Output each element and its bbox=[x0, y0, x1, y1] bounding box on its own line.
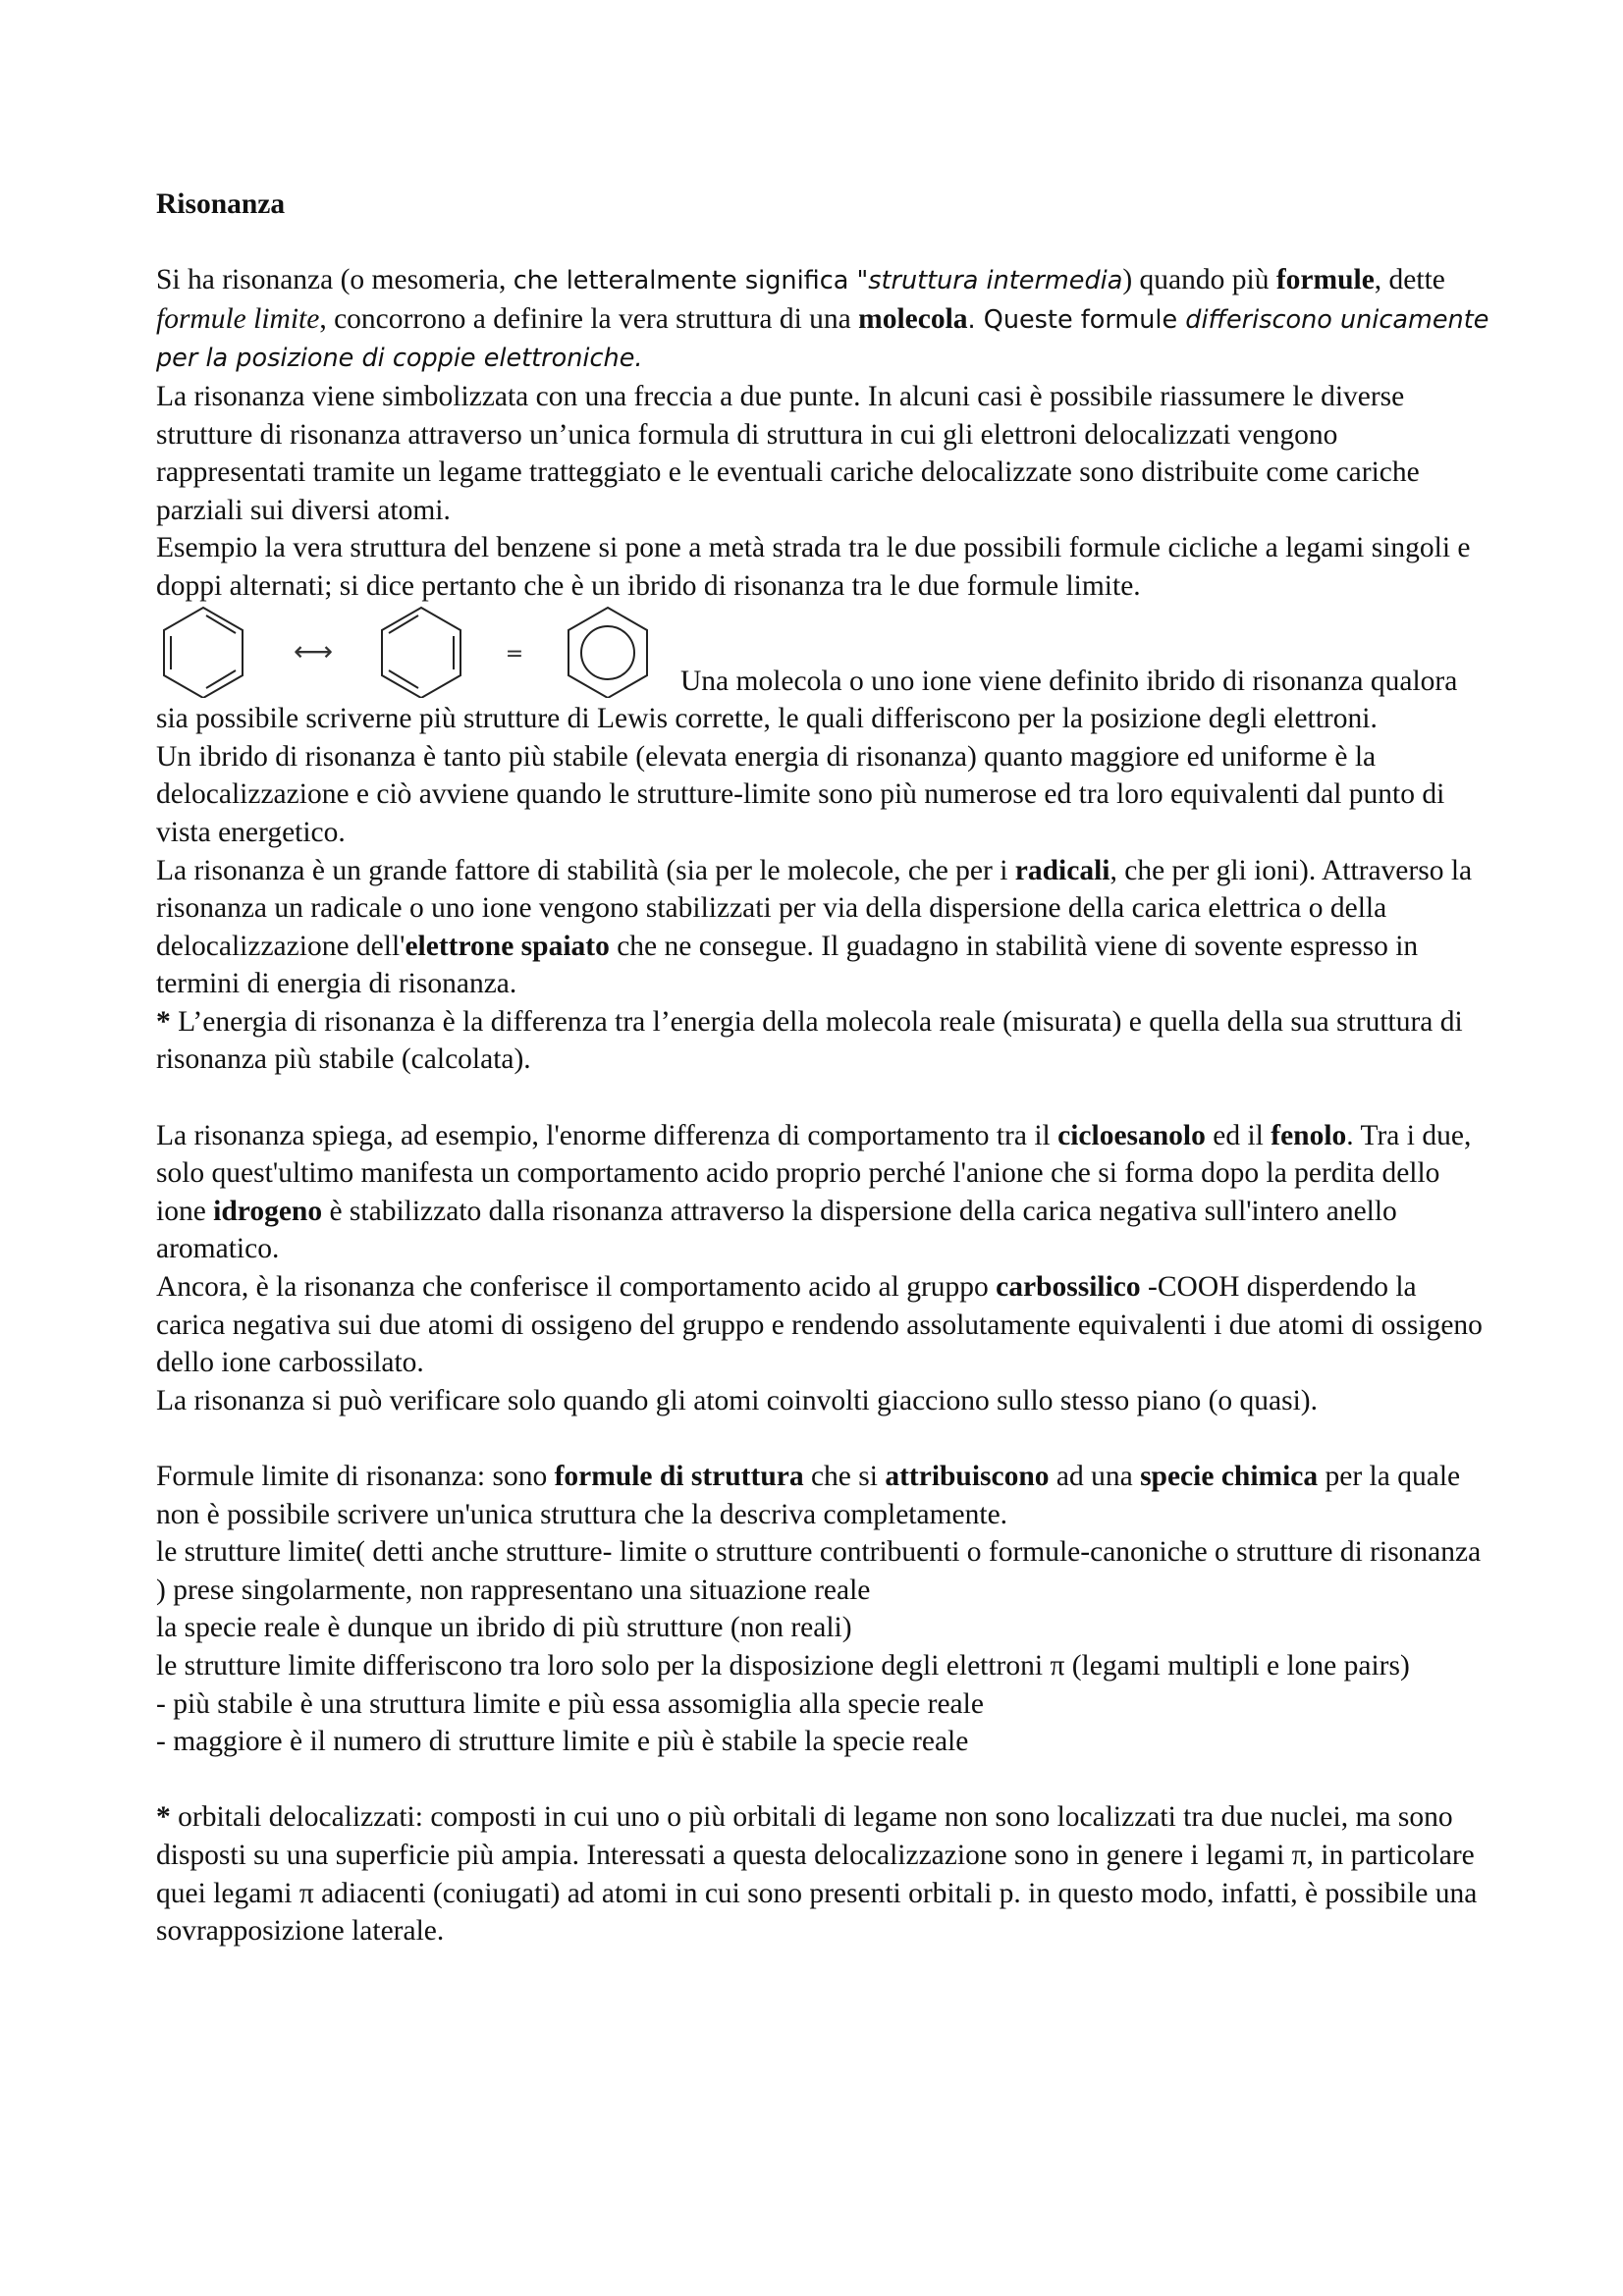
benzene-kekule-2-icon bbox=[382, 608, 460, 698]
paragraph-definition: Si ha risonanza (o mesomeria, che letteralmente significa "struttura intermedia) quando più formule, dette formule limite, concorrono a definire la vera struttura di una molecola. Queste formule differiscono unicamente per la posizione di coppie elettroniche. bbox=[156, 264, 1489, 374]
paragraph-strutture-limite: le strutture limite( detti anche strutture- limite o strutture contribuenti o formule-canoniche o strutture di risonanza ) prese singolarmente, non rappresentano una situazione reale bbox=[156, 1536, 1482, 1606]
paragraph-stability: Un ibrido di risonanza è tanto più stabile (elevata energia di risonanza) quanto maggiore ed uniforme è la delocalizzazione e ciò avviene quando le strutture-limite sono più numerose ed tra loro equivalenti dal punto di vista energetico. bbox=[156, 740, 1445, 848]
resonance-arrow-icon: ⟷ bbox=[293, 634, 334, 667]
paragraph-energy-note: * L’energia di risonanza è la differenza tra l’energia della molecola reale (misurata) e quella della sua struttura di risonanza più stabile (calcolata). bbox=[156, 1005, 1463, 1076]
spacer bbox=[156, 1079, 1491, 1117]
paragraph-elettroni-pi: le strutture limite differiscono tra loro solo per la disposizione degli elettroni π (legami multipli e lone pairs) bbox=[156, 1649, 1410, 1682]
paragraph-benzene: Esempio la vera struttura del benzene si pone a metà strada tra le due possibili formule cicliche a legami singoli e doppi alternati; si dice pertanto che è un ibrido di risonanza tra le due formule limite. bbox=[156, 532, 1471, 602]
spacer bbox=[156, 1761, 1491, 1799]
list-item-stabile: - più stabile è una struttura limite e più essa assomiglia alla specie reale bbox=[156, 1687, 984, 1720]
paragraph-orbitali-note: * orbitali delocalizzati: composti in cui uno o più orbitali di legame non sono localizzati tra due nuclei, ma sono disposti su una superficie più ampia. Interessati a questa delocalizzazione sono in genere i legami π, in particolare quei legami π adiacenti (coniugati) ad atomi in cui sono presenti orbitali p. in questo modo, infatti, è possibile una sovrapposizione laterale. bbox=[156, 1801, 1478, 1948]
paragraph-formule-limite: Formule limite di risonanza: sono formule di struttura che si attribuiscono ad una specie chimica per la quale non è possibile scrivere un'unica struttura che la descriva completamente. bbox=[156, 1461, 1461, 1530]
spacer bbox=[156, 1419, 1491, 1458]
spacer bbox=[156, 224, 1491, 262]
document-body bbox=[156, 186, 1491, 1950]
benzene-kekule-1-icon bbox=[164, 608, 243, 698]
benzene-hybrid-icon bbox=[568, 608, 647, 698]
paragraph-plane: La risonanza si può verificare solo quando gli atomi coinvolti giacciono sullo stesso piano (o quasi). bbox=[156, 1384, 1319, 1416]
paragraph-hybrid: Una molecola o uno ione viene definito ibrido di risonanza qualora sia possibile scriverne più strutture di Lewis corrette, le quali differiscono per la posizione degli elettroni. bbox=[156, 665, 1458, 735]
benzene-resonance-figure bbox=[156, 606, 667, 698]
paragraph-carboxyl: Ancora, è la risonanza che conferisce il comportamento acido al gruppo carbossilico -COOH disperdendo la carica negativa sui due atomi di ossigeno del gruppo e rendendo assolutamente equivalenti i due atomi di ossigeno dello ione carbossilato. bbox=[156, 1271, 1483, 1379]
paragraph-radicals: La risonanza è un grande fattore di stabilità (sia per le molecole, che per i radicali, che per gli ioni). Attraverso la risonanza un radicale o uno ione vengono stabilizzati per via della dispersione della carica elettrica o della delocalizzazione dell'elettrone spaiato che ne consegue. Il guadagno in stabilità viene di sovente espresso in termini di energia di risonanza. bbox=[156, 854, 1473, 1000]
list-item-numero: - maggiore è il numero di strutture limite e più è stabile la specie reale bbox=[156, 1726, 969, 1758]
paragraph-phenol: La risonanza spiega, ad esempio, l'enorme differenza di comportamento tra il cicloesanolo ed il fenolo. Tra i due, solo quest'ultimo manifesta un comportamento acido proprio perché l'anione che si forma dopo la perdita dello ione idrogeno è stabilizzato dalla risonanza attraverso la dispersione della carica negativa sull'intero anello aromatico. bbox=[156, 1119, 1472, 1265]
paragraph-specie-reale: la specie reale è dunque un ibrido di più strutture (non reali) bbox=[156, 1612, 852, 1644]
paragraph-symbol: La risonanza viene simbolizzata con una freccia a due punte. In alcuni casi è possibile riassumere le diverse strutture di risonanza attraverso un’unica formula di struttura in cui gli elettroni delocalizzati vengono rappresentati tramite un legame tratteggiato e le eventuali cariche delocalizzate sono distribuite come cariche parziali sui diversi atomi. bbox=[156, 380, 1420, 526]
equals-sign-icon: = bbox=[505, 641, 524, 667]
document-title: Risonanza bbox=[156, 188, 286, 220]
